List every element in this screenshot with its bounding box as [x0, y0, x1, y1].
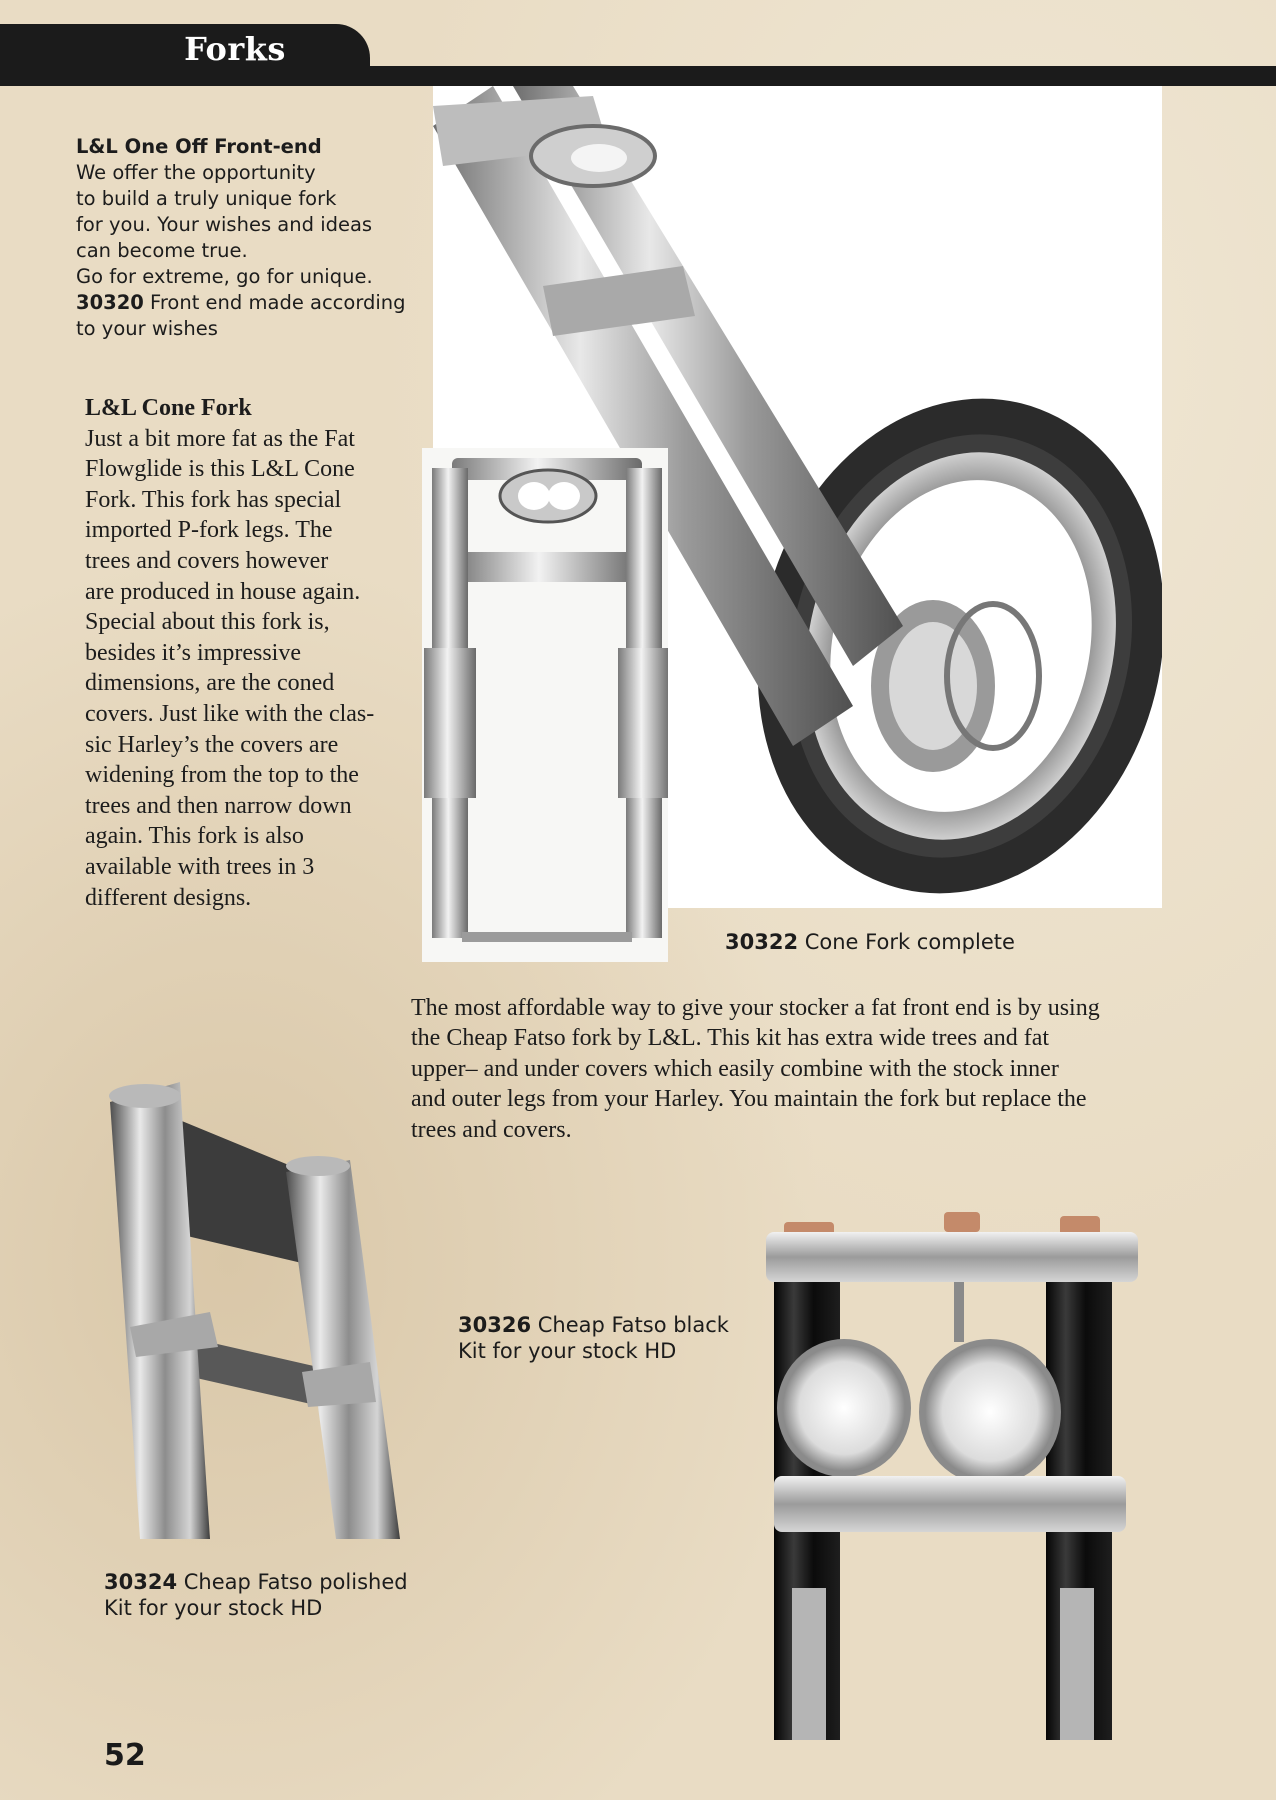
- cone-fork-block: [85, 393, 374, 913]
- cone-fork-line: sic Harley’s the covers are: [85, 731, 339, 758]
- cone-fork-line: different designs.: [85, 884, 252, 911]
- cone-fork-line: Special about this fork is,: [85, 609, 330, 636]
- cone-fork-photo: [422, 448, 668, 962]
- cone-fork-line: trees and covers however: [85, 547, 329, 574]
- cone-fork-line: Just a bit more fat as the Fat: [85, 425, 355, 452]
- cone-fork-line: imported P-fork legs. The: [85, 517, 333, 544]
- one-off-line: to your wishes: [76, 317, 218, 340]
- one-off-block: [76, 134, 406, 342]
- one-off-line: We offer the opportunity: [76, 161, 316, 184]
- fatso-intro-line: upper– and under covers which easily combine with the stock inner: [411, 1055, 1059, 1082]
- one-off-line: Go for extreme, go for unique.: [76, 265, 373, 288]
- cone-fork-caption: [725, 929, 1015, 955]
- section-title: Forks: [184, 30, 286, 68]
- cone-fork-line: covers. Just like with the clas-: [85, 700, 375, 727]
- one-off-title: L&L One Off Front-end: [76, 135, 322, 158]
- product-description: Cheap Fatso black: [531, 1313, 729, 1337]
- product-description: Cheap Fatso polished: [177, 1570, 408, 1594]
- cone-fork-line: Fork. This fork has special: [85, 486, 342, 513]
- cone-fork-title: L&L Cone Fork: [85, 395, 252, 421]
- fatso-intro-line: and outer legs from your Harley. You maintain the fork but replace the: [411, 1086, 1087, 1113]
- cone-fork-line: Flowglide is this L&L Cone: [85, 456, 355, 483]
- one-off-code-line: [76, 290, 406, 316]
- cone-fork-line: are produced in house again.: [85, 578, 361, 605]
- cone-fork-line: again. This fork is also: [85, 823, 304, 850]
- cone-fork-line: available with trees in 3: [85, 853, 315, 880]
- cone-fork-line: widening from the top to the: [85, 762, 359, 789]
- cheap-fatso-polished-photo: [100, 1082, 400, 1539]
- product-code: 30320: [76, 291, 144, 314]
- fatso-intro-line: trees and covers.: [411, 1116, 572, 1143]
- product-code: 30322: [725, 930, 799, 954]
- fatso-intro-block: [411, 993, 1100, 1145]
- cheap-fatso-black-photo: [764, 1208, 1140, 1740]
- one-off-line: for you. Your wishes and ideas: [76, 213, 373, 236]
- product-code: 30324: [104, 1570, 178, 1594]
- cone-fork-line: trees and then narrow down: [85, 792, 352, 819]
- one-off-line: to build a truly unique fork: [76, 187, 337, 210]
- cone-fork-line: dimensions, are the coned: [85, 670, 335, 697]
- product-code: 30326: [458, 1313, 532, 1337]
- caption-line: Kit for your stock HD: [104, 1596, 323, 1620]
- product-description: Cone Fork complete: [798, 930, 1015, 954]
- fatso-intro-line: The most affordable way to give your stocker a fat front end is by using: [411, 995, 1100, 1021]
- page-number: 52: [104, 1738, 146, 1773]
- one-off-line: can become true.: [76, 239, 248, 262]
- product-description: Front end made according: [143, 291, 406, 314]
- fatso-black-caption: [458, 1312, 729, 1364]
- cone-fork-line: besides it’s impressive: [85, 639, 301, 666]
- fatso-intro-line: the Cheap Fatso fork by L&L. This kit has extra wide trees and fat: [411, 1025, 1050, 1052]
- fatso-polished-caption: [104, 1569, 408, 1621]
- caption-line: Kit for your stock HD: [458, 1339, 677, 1363]
